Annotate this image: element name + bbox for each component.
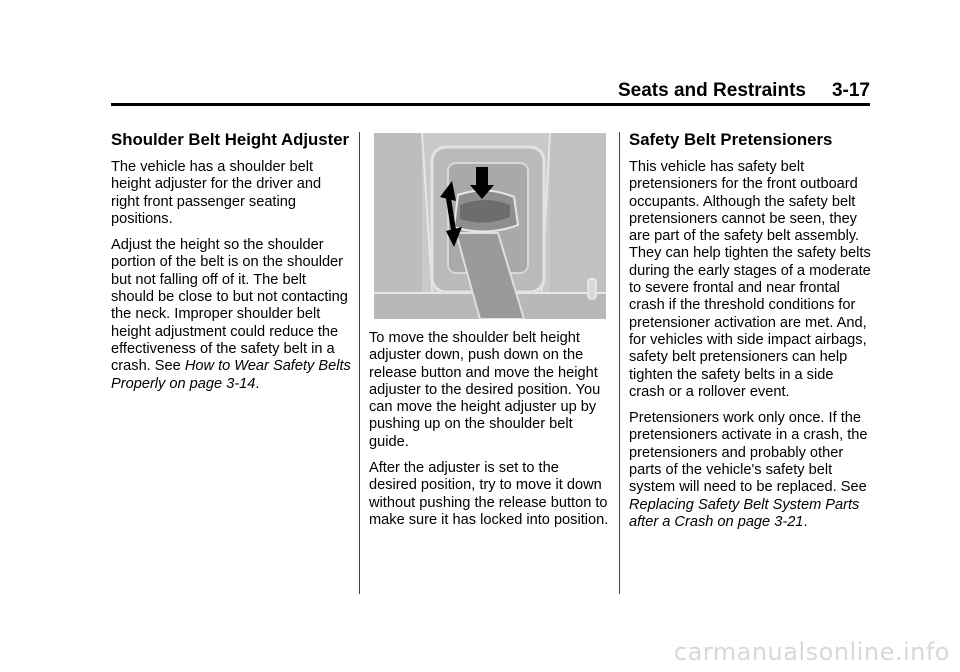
column-divider-right [619,132,620,594]
belt-adjuster-drawing [374,133,606,319]
cross-reference-link[interactable]: Replacing Safety Belt System Parts after a Crash on page 3-21 [629,496,860,530]
header-rule [111,103,870,106]
shoulder-belt-adjuster-illustration [374,133,606,319]
paragraph: Adjust the height so the shoulder portion of the belt is on the shoulder but not falling off of it. The belt should be close to but not contacting the neck. Improper shoulder belt height adjustment could reduce the effectiveness of the safety belt in a crash. See How to Wear Safety Belts Properly on page 3-14. [111,237,351,392]
paragraph: This vehicle has safety belt pretensioners for the front outboard occupants. Although the safety belt pretensioners cannot be seen, they are part of the safety belt assembly. They can help tighten the safety belts during the early stages of a moderate to severe frontal and near frontal crash if the threshold conditions for pretensioner activation are met. And, for vehicles with side impact airbags, safety belt pretensioners can help tighten the safety belts in a side crash or a rollover event. [629,159,871,400]
page-number: 3-17 [831,80,870,101]
section-title: Seats and Restraints [618,80,806,101]
paragraph: After the adjuster is set to the desired position, try to move it down without pushing the release button to make sure it has locked into position. [369,460,609,528]
watermark: carmanualsonline.info [673,638,950,666]
middle-column [369,330,609,538]
column-divider-left [359,132,360,594]
section-heading: Shoulder Belt Height Adjuster [111,130,350,149]
left-column [111,130,351,402]
paragraph: To move the shoulder belt height adjuster down, push down on the release button and move the height adjuster to the desired position. You can move the height adjuster up by pushing up on the shoulder belt guide. [369,330,601,450]
page-header [111,80,870,102]
cross-reference-link[interactable]: How to Wear Safety Belts Properly on page 3-14 [111,358,351,392]
right-column [629,130,871,540]
paragraph: Pretensioners work only once. If the pretensioners activate in a crash, the pretensioners and probably other parts of the vehicle's safety belt system will need to be replaced. See Replacing Safety Belt System Parts after a Crash on page 3-21. [629,410,868,530]
paragraph: The vehicle has a shoulder belt height adjuster for the driver and right front passenger seating positions. [111,159,322,227]
section-heading: Safety Belt Pretensioners [629,130,833,149]
